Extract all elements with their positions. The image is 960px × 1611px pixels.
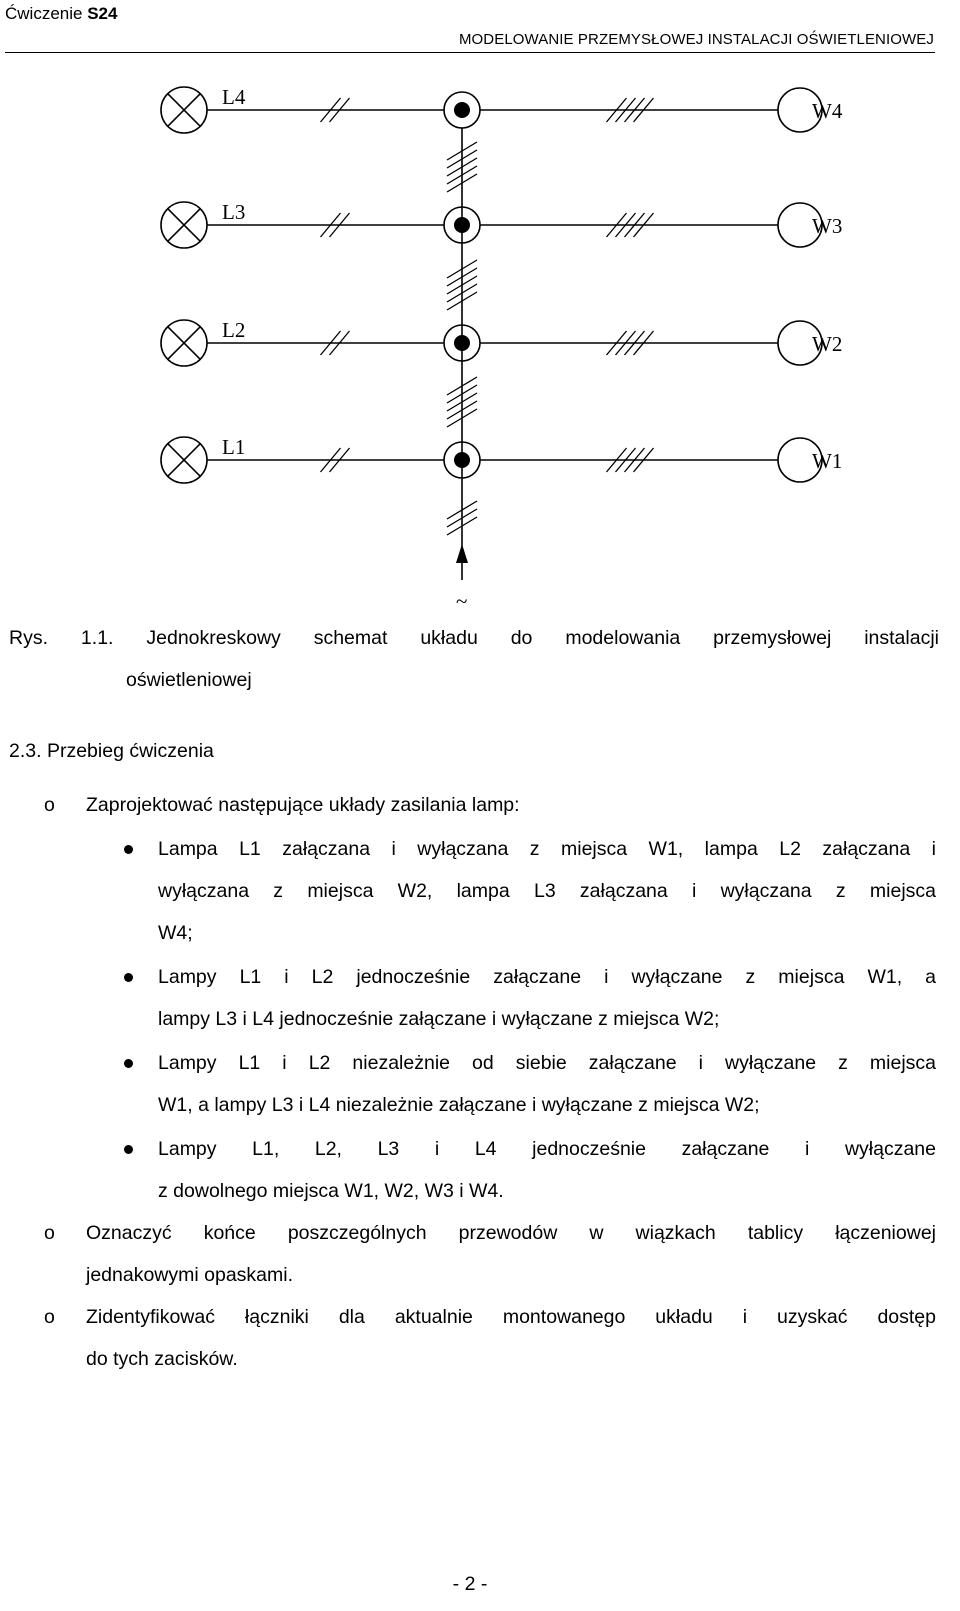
header-divider bbox=[5, 52, 935, 53]
list-marker-1: o bbox=[44, 794, 55, 816]
sub-item-3-line2: W1, a lampy L3 i L4 niezależnie załączane i wyłączane z miejsca W2; bbox=[158, 1094, 760, 1116]
bullet-4 bbox=[124, 1145, 133, 1154]
bullet-2 bbox=[124, 973, 133, 982]
header-title: MODELOWANIE PRZEMYSŁOWEJ INSTALACJI OŚWIETLENIOWEJ bbox=[458, 31, 934, 48]
list-item-2-line1: Oznaczyć końce poszczególnych przewodów w wiązkach tablicy łączeniowej bbox=[86, 1222, 936, 1244]
switch-label: W3 bbox=[812, 214, 843, 238]
switch-label: W2 bbox=[812, 332, 843, 356]
figure-caption-line2: oświetleniowej bbox=[126, 669, 252, 691]
exercise-word: Ćwiczenie bbox=[5, 4, 83, 23]
junction-dot bbox=[454, 102, 470, 118]
sub-item-4-line1: Lampy L1, L2, L3 i L4 jednocześnie załączane i wyłączane bbox=[158, 1138, 936, 1160]
sub-item-1-line3: W4; bbox=[158, 922, 193, 944]
diagram-row bbox=[161, 85, 843, 133]
sub-item-1-line1: Lampa L1 załączana i wyłączana z miejsca W1, lampa L2 załączana i bbox=[158, 838, 936, 860]
list-item-2-line2: jednakowymi opaskami. bbox=[86, 1264, 294, 1286]
diagram-row bbox=[161, 318, 842, 366]
switch-label: W4 bbox=[812, 99, 843, 123]
sub-item-4-line2: z dowolnego miejsca W1, W2, W3 i W4. bbox=[158, 1180, 504, 1202]
lamp-label: L2 bbox=[222, 318, 246, 342]
page-number: - 2 - bbox=[452, 1573, 488, 1595]
section-title: Przebieg ćwiczenia bbox=[46, 740, 214, 762]
lamp-label: L1 bbox=[222, 435, 246, 459]
section-number: 2.3. bbox=[9, 740, 42, 762]
section-heading bbox=[9, 740, 214, 763]
sub-item-3-line1: Lampy L1 i L2 niezależnie od siebie załączane i wyłączane z miejsca bbox=[158, 1052, 936, 1074]
list-item-3-line1: Zidentyfikować łączniki dla aktualnie montowanego układu i uzyskać dostęp bbox=[86, 1306, 936, 1328]
lamp-label: L4 bbox=[222, 85, 246, 109]
list-marker-2: o bbox=[44, 1222, 55, 1244]
sub-item-2-line2: lampy L3 i L4 jednocześnie załączane i wyłączane z miejsca W2; bbox=[158, 1008, 720, 1030]
switch-label: W1 bbox=[812, 449, 843, 473]
supply-symbol: ~ bbox=[456, 589, 468, 613]
lamp-label: L3 bbox=[222, 200, 246, 224]
supply-arrow bbox=[456, 544, 468, 563]
diagram-row bbox=[161, 200, 842, 248]
bullet-3 bbox=[124, 1059, 133, 1068]
exercise-label bbox=[5, 4, 117, 24]
list-item-3-line2: do tych zacisków. bbox=[86, 1348, 238, 1370]
figure-caption-line1: Rys. 1.1. Jednokreskowy schemat układu do modelowania przemysłowej instalacji bbox=[9, 627, 939, 649]
bullet-1 bbox=[124, 845, 133, 854]
wiring-diagram bbox=[0, 60, 960, 620]
diagram-row bbox=[161, 435, 842, 483]
exercise-code: S24 bbox=[87, 4, 118, 23]
sub-item-1-line2: wyłączana z miejsca W2, lampa L3 załączana i wyłączana z miejsca bbox=[158, 880, 936, 902]
list-item-1: Zaprojektować następujące układy zasilania lamp: bbox=[86, 794, 520, 816]
list-marker-3: o bbox=[44, 1306, 55, 1328]
sub-item-2-line1: Lampy L1 i L2 jednocześnie załączane i wyłączane z miejsca W1, a bbox=[158, 966, 936, 988]
